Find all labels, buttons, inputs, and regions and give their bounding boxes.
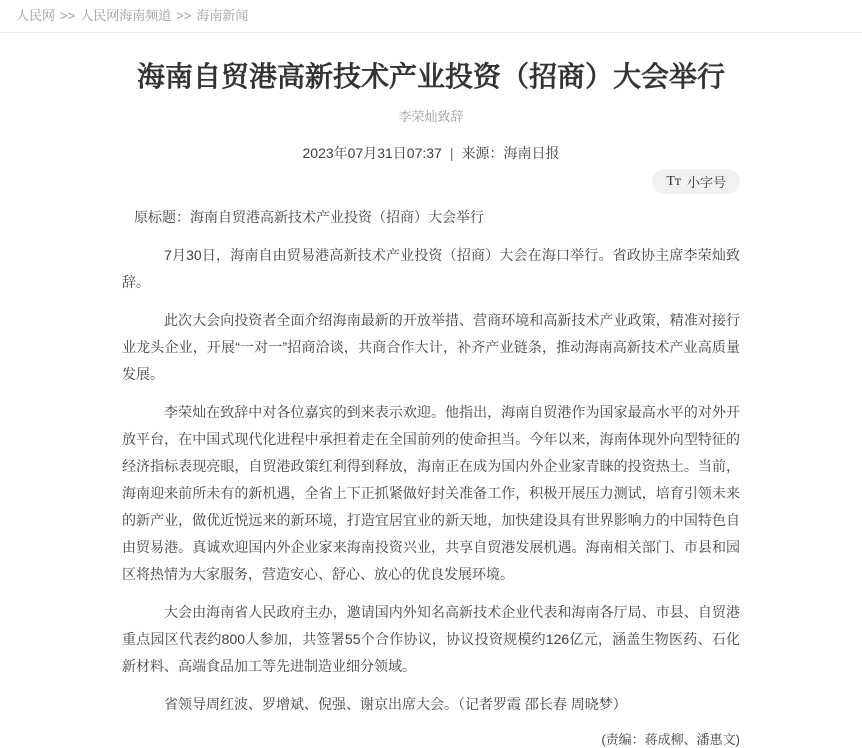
article-toolbar [122, 169, 740, 194]
breadcrumb-link-hainan-channel[interactable]: 人民网海南频道 [80, 8, 172, 23]
article-subtitle: 李荣灿致辞 [398, 109, 464, 124]
article-content [122, 60, 740, 748]
font-size-label: 小字号 [686, 175, 726, 190]
breadcrumb-separator: >> [60, 8, 76, 23]
original-title-line: 原标题：海南自贸港高新技术产业投资（招商）大会举行 [134, 209, 484, 225]
source-label: 来源： [461, 145, 504, 161]
publish-datetime: 2023年07月31日07:37 [302, 145, 442, 161]
article-meta [122, 143, 740, 163]
paragraph-3: 李荣灿在致辞中对各位嘉宾的到来表示欢迎。他指出，海南自贸港作为国家最高水平的对外开放平台，在中国式现代化进程中承担着走在全国前列的使命担当。今年以来，海南体现外向型特征的经济指标表现亮眼，自贸港政策红利得到释放，海南正在成为国内外企业家青睐的投资热土。当前，海南迎来前所未有的新机遇，全省上下正抓紧做好封关准备工作，积极开展压力测试，培育引领未来的新产业，做优近悦远来的新环境，打造宜居宜业的新天地，加快建设具有世界影响力的中国特色自由贸易港。真诚欢迎国内外企业家来海南投资兴业，共享自贸港发展机遇。海南相关部门、市县和园区将热情为大家服务，营造安心、舒心、放心的优良发展环境。 [122, 404, 740, 582]
paragraph-2: 此次大会向投资者全面介绍海南最新的开放举措、营商环境和高新技术产业政策，精准对接行业龙头企业，开展“一对一”招商洽谈，共商合作大计，补齐产业链条，推动海南高新技术产业高质量发展。 [122, 312, 740, 382]
paragraph-1: 7月30日，海南自由贸易港高新技术产业投资（招商）大会在海口举行。省政协主席李荣灿致辞。 [122, 247, 740, 290]
font-size-button[interactable] [652, 169, 740, 194]
breadcrumb-separator: >> [176, 8, 192, 23]
page-title: 海南自贸港高新技术产业投资（招商）大会举行 [136, 61, 725, 92]
font-size-icon: Tᴛ [666, 173, 681, 189]
breadcrumb-link-peoples-daily[interactable]: 人民网 [16, 8, 56, 23]
meta-separator: | [449, 145, 454, 161]
article-body [122, 204, 740, 718]
paragraph-4: 大会由海南省人民政府主办，邀请国内外知名高新技术企业代表和海南各厅局、市县、自贸港重点园区代表约800人参加，共签署55个合作协议，协议投资规模约126亿元，涵盖生物医药、石化新材料、高端食品加工等先进制造业细分领域。 [122, 604, 740, 674]
breadcrumb-link-hainan-news[interactable]: 海南新闻 [196, 8, 249, 23]
editors-note: (责编：蒋成柳、潘惠文) [601, 732, 740, 747]
paragraph-5: 省领导周红波、罗增斌、倪强、谢京出席大会。（记者罗霞 邵长春 周晓梦） [164, 696, 627, 712]
breadcrumb [0, 0, 862, 33]
source-link[interactable]: 海南日报 [503, 145, 560, 161]
